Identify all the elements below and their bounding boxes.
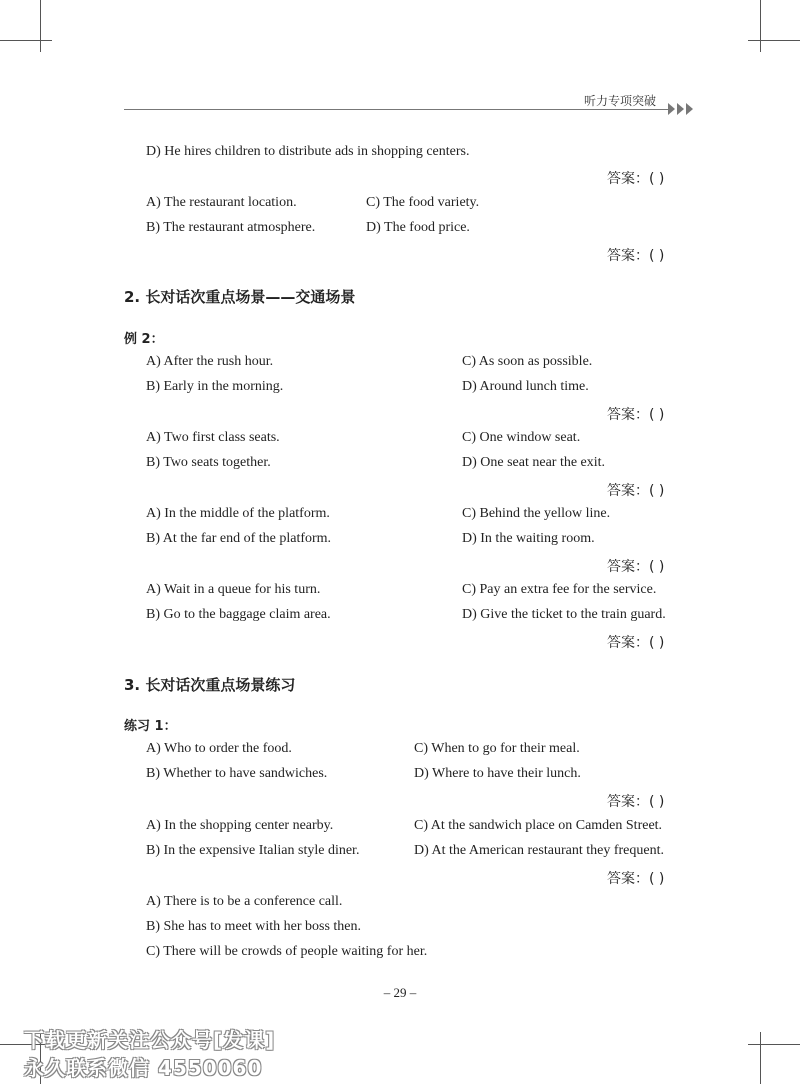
option-a: A) In the shopping center nearby. [146, 818, 334, 833]
answer-blank: 答案：( ) [607, 407, 665, 423]
header-rule [124, 109, 672, 110]
crop-mark [760, 1032, 761, 1084]
watermark-line: 永久联系微信 4550060 [24, 1056, 263, 1080]
option-c: C) Behind the yellow line. [462, 506, 611, 521]
option-a: A) Who to order the food. [146, 741, 292, 756]
option-d: D) Around lunch time. [462, 379, 589, 394]
practice-label: 练习 1： [124, 719, 177, 734]
option-b: B) The restaurant atmosphere. [146, 220, 316, 235]
crop-mark [748, 1044, 800, 1045]
answer-blank: 答案：( ) [607, 794, 665, 810]
crop-mark [0, 40, 52, 41]
option-d: D) In the waiting room. [462, 531, 595, 546]
option-b: B) She has to meet with her boss then. [146, 919, 362, 934]
option-c: C) Pay an extra fee for the service. [462, 582, 657, 597]
answer-blank: 答案：( ) [607, 483, 665, 499]
answer-blank: 答案：( ) [607, 171, 665, 187]
example-label: 例 2： [124, 332, 164, 347]
option-c: C) The food variety. [366, 195, 480, 210]
option-d: D) Where to have their lunch. [414, 766, 581, 781]
option-b: B) In the expensive Italian style diner. [146, 843, 360, 858]
crop-mark [40, 0, 41, 52]
option-d: D) Give the ticket to the train guard. [462, 607, 666, 622]
option-b: B) Whether to have sandwiches. [146, 766, 328, 781]
answer-blank: 答案：( ) [607, 559, 665, 575]
answer-blank: 答案：( ) [607, 248, 665, 264]
option-a: A) After the rush hour. [146, 354, 274, 369]
section-heading: 3. 长对话次重点场景练习 [124, 676, 296, 694]
option-c: C) As soon as possible. [462, 354, 593, 369]
option-d: D) The food price. [366, 220, 470, 235]
watermark-line: 下载更新关注公众号[发课] [24, 1028, 276, 1052]
option-a: A) There is to be a conference call. [146, 894, 343, 909]
header-title: 听力专项突破 [584, 94, 657, 108]
option-a: A) The restaurant location. [146, 195, 297, 210]
option-c: C) One window seat. [462, 430, 581, 445]
option-b: B) Two seats together. [146, 455, 271, 470]
answer-blank: 答案：( ) [607, 635, 665, 651]
option-d: D) At the American restaurant they frequent. [414, 843, 664, 858]
option-b: B) At the far end of the platform. [146, 531, 332, 546]
option-b: B) Go to the baggage claim area. [146, 607, 331, 622]
option-a: A) Two first class seats. [146, 430, 280, 445]
page-number: – 29 – [383, 985, 417, 1000]
option-d-line: D) He hires children to distribute ads in shopping centers. [146, 144, 470, 159]
option-a: A) Wait in a queue for his turn. [146, 582, 321, 597]
option-d: D) One seat near the exit. [462, 455, 606, 470]
option-c: C) At the sandwich place on Camden Street. [414, 818, 663, 833]
option-c: C) When to go for their meal. [414, 741, 580, 756]
option-b: B) Early in the morning. [146, 379, 284, 394]
triple-chevron-icon [668, 100, 696, 118]
option-c: C) There will be crowds of people waiting for her. [146, 944, 428, 959]
answer-blank: 答案：( ) [607, 871, 665, 887]
crop-mark [748, 40, 800, 41]
option-a: A) In the middle of the platform. [146, 506, 330, 521]
section-heading: 2. 长对话次重点场景——交通场景 [124, 288, 356, 306]
crop-mark [760, 0, 761, 52]
